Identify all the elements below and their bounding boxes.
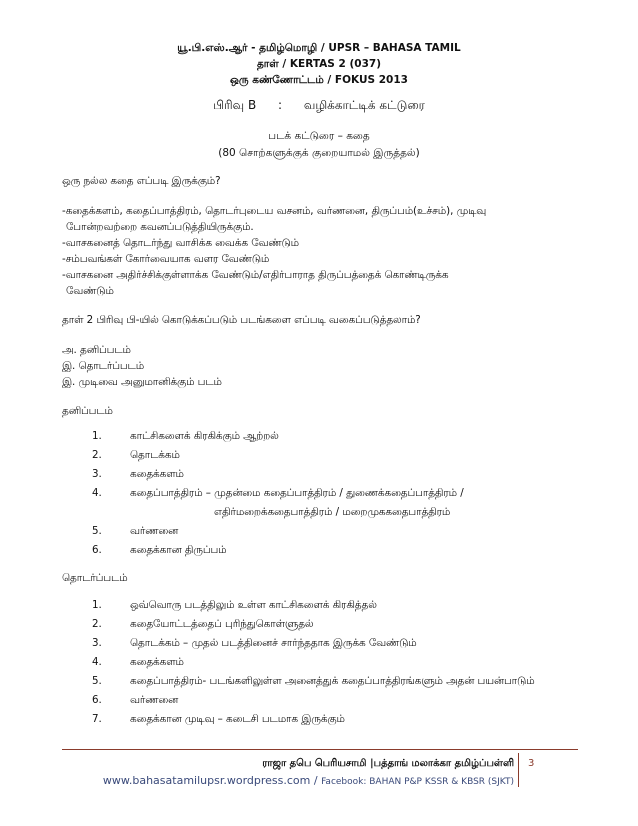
list-text: கதைக்களம் (130, 656, 184, 668)
point-line: -கதைக்களம், கதைப்பாத்திரம், தொடர்புடைய வசனம், வர்ணனை, திருப்பம்(உச்சம்), முடிவு (62, 205, 487, 217)
list-item (62, 484, 582, 503)
picture-types (62, 342, 582, 390)
list-text: கதைக்களம் (130, 468, 184, 480)
series-heading (62, 570, 582, 586)
list-text: ஒவ்வொரு படத்திலும் உள்ள காட்சிகளைக் கிரகித்தல் (130, 599, 377, 611)
list-text: கதையோட்டத்தைப் புரிந்துகொள்ளுதல் (130, 618, 314, 630)
series-picture-list (62, 596, 582, 729)
list-number: 3. (92, 637, 102, 649)
list-number: 4. (92, 487, 102, 499)
list-item (62, 427, 582, 446)
list-number: 1. (92, 430, 102, 442)
list-item (62, 634, 582, 653)
list-text: எதிர்மறைக்கதைபாத்திரம் / மறைமுககதைபாத்திரம் (214, 506, 451, 518)
list-text: கதைப்பாத்திரம் – முதன்மை கதைப்பாத்திரம் / துணைக்கதைப்பாத்திரம் / (130, 487, 464, 499)
list-number: 5. (92, 525, 102, 537)
list-number: 6. (92, 544, 102, 556)
list-item-continuation (62, 503, 582, 522)
list-text: தொடக்கம் – முதல் படத்தினைச் சார்ந்ததாக இருக்க வேண்டும் (130, 637, 417, 649)
list-text: கதைப்பாத்திரம்- படங்களிலுள்ள அனைத்துக் கதைப்பாத்திரங்களும் அதன் பயன்பாடும் (130, 675, 535, 687)
section-subheading: தனிப்படம் (62, 405, 113, 417)
section-colon: : (278, 98, 283, 112)
list-number: 7. (92, 713, 102, 725)
list-item (62, 653, 582, 672)
list-number: 5. (92, 675, 102, 687)
list-item (62, 522, 582, 541)
list-item (62, 541, 582, 560)
subtitle-line-2: (80 சொற்களுக்குக் குறையாமல் இருத்தல்) (218, 147, 420, 159)
section-subheading: தொடர்ப்படம் (62, 572, 128, 584)
list-text: வர்ணனை (130, 525, 179, 537)
website-link[interactable]: www.bahasatamilupsr.wordpress.com (102, 774, 311, 787)
question-1 (62, 173, 582, 189)
single-heading (62, 403, 582, 419)
list-item (62, 710, 582, 729)
list-text: வர்ணனை (130, 694, 179, 706)
facebook-link[interactable]: Facebook: BAHAN P&P KSSR & KBSR (SJKT) (321, 777, 514, 787)
header-line-1: யூ.பி.எஸ்.ஆர் - தமிழ்மொழி / UPSR – BAHASA TAMIL (177, 42, 461, 54)
story-points (62, 203, 582, 299)
list-item (62, 465, 582, 484)
list-item (62, 596, 582, 615)
page-number: 3 (528, 758, 535, 769)
point-line: வேண்டும் (66, 285, 114, 297)
point-line: -வாசகனைத் தொடர்ந்து வாசிக்க வைக்க வேண்டும் (62, 237, 299, 249)
footer-links (62, 774, 514, 787)
section-title (0, 98, 638, 114)
list-number: 4. (92, 656, 102, 668)
list-number: 6. (92, 694, 102, 706)
header-line-2: தாள் / KERTAS 2 (037) (256, 58, 382, 70)
list-text: தொடக்கம் (130, 449, 180, 461)
list-text: காட்சிகளைக் கிரகிக்கும் ஆற்றல் (130, 430, 279, 442)
footer-author: ராஜா தபெ பெரியசாமி |பத்தாங் மலாக்கா தமிழ்ப்பள்ளி (262, 758, 514, 769)
section-label: பிரிவு B (213, 98, 257, 112)
list-number: 3. (92, 468, 102, 480)
list-item (62, 446, 582, 465)
list-item (62, 672, 582, 691)
list-number: 2. (92, 449, 102, 461)
header-line-3: ஒரு கண்ணோட்டம் / FOKUS 2013 (230, 74, 408, 86)
list-text: கதைக்கான முடிவு – கடைசி படமாக இருக்கும் (130, 713, 345, 725)
list-item (62, 615, 582, 634)
footer-vertical-divider (518, 753, 519, 787)
single-picture-list (62, 427, 582, 560)
point-line: -சம்பவங்கள் கோர்வையாக வளர வேண்டும் (62, 253, 270, 265)
list-text: கதைக்கான திருப்பம் (130, 544, 227, 556)
section-heading: வழிக்காட்டிக் கட்டுரை (303, 98, 425, 112)
question-text: ஒரு நல்ல கதை எப்படி இருக்கும்? (62, 175, 221, 187)
point-line: -வாசகனை அதிர்ச்சிக்குள்ளாக்க வேண்டும்/எதிர்பாராத திருப்பத்தைக் கொண்டிருக்க (62, 269, 449, 281)
list-number: 1. (92, 599, 102, 611)
footer-separator: / (310, 774, 322, 787)
point-line: போன்றவற்றை கவனப்படுத்தியிருக்கும். (66, 221, 254, 233)
document-header (0, 40, 638, 88)
list-number: 2. (92, 618, 102, 630)
type-item: இ. தொடர்ப்படம் (62, 360, 145, 372)
question-2 (62, 312, 582, 328)
type-item: அ. தனிப்படம் (62, 344, 131, 356)
subtitle-line-1: படக் கட்டுரை – கதை (268, 130, 370, 142)
footer-divider (62, 749, 578, 750)
list-item (62, 691, 582, 710)
type-item: இ. முடிவை அனுமானிக்கும் படம் (62, 376, 222, 388)
question-text: தாள் 2 பிரிவு பி-யில் கொடுக்கப்படும் படங்களை எப்படி வகைப்படுத்தலாம்? (62, 314, 421, 326)
